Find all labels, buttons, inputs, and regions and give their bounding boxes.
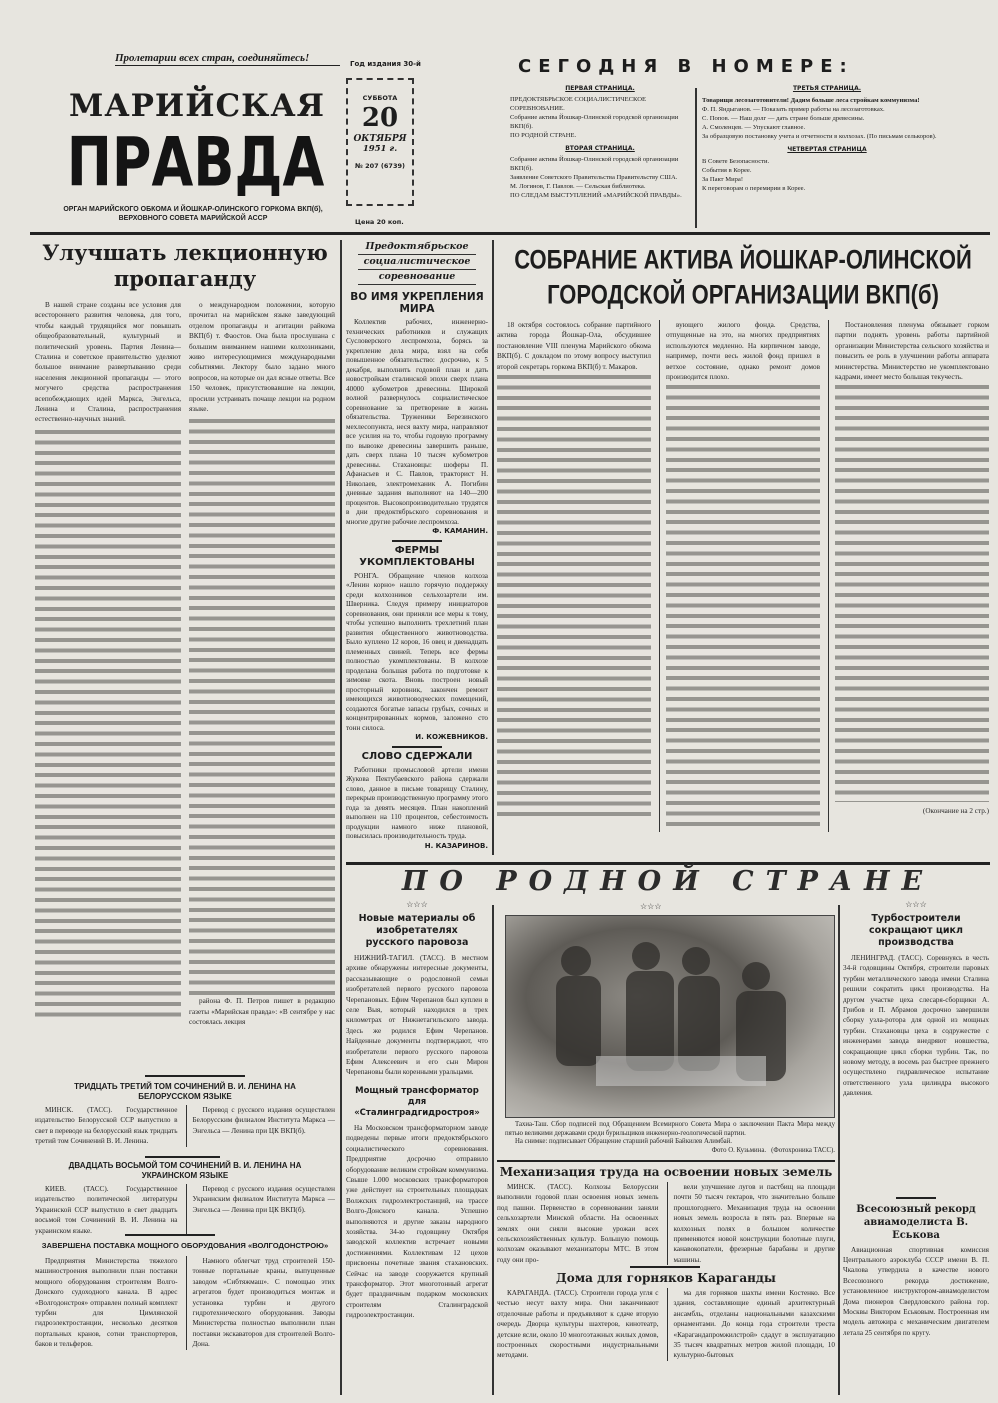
contents-item[interactable]: ПО СЛЕДАМ ВЫСТУПЛЕНИЙ «МАРИЙСКОЙ ПРАВДЫ». xyxy=(510,192,682,199)
article-text: ма для горняков шахты имени Костенко. Все здания, составляющие единый архитектурный ансамбль, отделаны национальными казахскими орнаментами. До конца года строители треста «Карагандапромжилстрой» сдадут в эксплуатацию 35 тысяч квадратных метров жилой площади, 10 культурно-бытовых xyxy=(667,1288,836,1361)
volgodon-text-2: Намного облегчат труд строителей 150-тонные портальные краны, выпущенные заводом «Сибтяжмаш». С помощью этих агрегатов будет производиться монтаж и установка турбин и другого гидротехнического оборудования. Заводы Министерства полностью выполнили план поставки экскаваторов для строителей Волго-Дона. xyxy=(186,1256,336,1350)
article-author: Ф. КАМАНИН. xyxy=(432,527,488,535)
slogan: Пролетарии всех стран, соединяйтесь! xyxy=(115,52,340,66)
lead-title-line1: СОБРАНИЕ АКТИВА ЙОШКАР-ОЛИНСКОЙ xyxy=(514,244,972,275)
month: ОКТЯБРЯ xyxy=(353,134,407,144)
article-text: НИЖНИЙ-ТАГИЛ. (ТАСС). В местном архиве обнаружены интересные документы, рассказывающие о родословной семьи изобретателей первого русского паровоза Черепановых. Ефим Черепанов был куплен в селе Выя, который находился в трех километрах от Нижнетагильского завода. Здесь же родился Ефим Черепанов. Найденные документы подтверждают, что изобретатели первого русского паровоза Ефим Алексеевич и его сын Мирон Черепановы были коренными уральцами. xyxy=(346,954,488,1077)
mechanization-article xyxy=(497,1165,835,1265)
body-text-lines xyxy=(666,382,820,832)
title-main: ПРАВДА xyxy=(66,123,325,202)
contents-item[interactable]: За Пакт Мира! xyxy=(702,176,744,183)
body-text-lines xyxy=(497,372,651,822)
price: Цена 20 коп. xyxy=(355,218,404,226)
date-year: 1951 г. xyxy=(362,144,398,154)
day: 20 xyxy=(361,103,399,133)
lead-text-1: 18 октября состоялось собрание партийного актива города Йошкар-Ола, обсудившее постановление VIII пленума Марийского обкома ВКП(б). С докладом по этому вопросу выступил второй секретарь горкома ВКП(б) т. Макаров. xyxy=(497,321,651,371)
caption-text-2: На снимке: подписывает Обращение старший рабочий Байкилев Алимбай. xyxy=(515,1138,733,1146)
section-rule xyxy=(497,1160,835,1162)
contents-page4-heading: ЧЕТВЕРТАЯ СТРАНИЦА xyxy=(787,146,867,153)
editorial-title-line2: пропаганду xyxy=(113,266,257,291)
continued-note: (Окончание на 2 стр.) xyxy=(922,807,989,816)
rubric-line: Предоктябрьское xyxy=(358,240,476,255)
contents-title: СЕГОДНЯ В НОМЕРЕ: xyxy=(518,56,854,77)
volgodon-article xyxy=(35,1241,335,1350)
section-rule xyxy=(125,1234,215,1236)
lead-title-line2: ГОРОДСКОЙ ОРГАНИЗАЦИИ ВКП(б) xyxy=(547,279,939,310)
competition-column xyxy=(346,240,488,850)
column-divider xyxy=(340,1040,342,1395)
contents-right xyxy=(702,84,952,193)
article-title: Механизация труда на освоении новых земель xyxy=(499,1165,833,1179)
volgodon-text-1: Предприятия Министерства тяжелого машиностроения выполнили план поставки мощного оборудования строителям Волго-Донского судоходного канала. В адрес «Волгодонстроя» отправлен полный комплект турбин для Цимлянской гидроэлектростанции, несколько десятков портальных кранов, сотни транспортеров, баков и тельферов. xyxy=(35,1257,178,1349)
weekday: СУББОТА xyxy=(362,94,398,102)
contents-item[interactable]: Ф. П. Яндыганов. — Показать пример работы на лесозаготовках. xyxy=(702,106,885,113)
masthead-rule xyxy=(30,232,990,235)
lenin-28-text-2: Перевод с русского издания осуществлен Украинским филиалом Института Маркса — Энгельса — Ленина при ЦК ВКП(б). xyxy=(186,1184,336,1236)
contents-item[interactable]: В Совете Безопасности. xyxy=(702,158,770,165)
photo xyxy=(505,915,835,1118)
contents-left xyxy=(510,84,690,200)
body-text-lines xyxy=(35,427,181,1017)
stars-icon: ☆☆☆ xyxy=(640,902,662,911)
section-rule xyxy=(392,746,442,748)
column-divider xyxy=(492,905,494,1395)
contents-item[interactable]: События в Корее. xyxy=(702,167,752,174)
volgodon-title: ЗАВЕРШЕНА ПОСТАВКА МОЩНОГО ОБОРУДОВАНИЯ «ВОЛГОДОНСТРОЮ» xyxy=(41,1241,329,1250)
steam-article xyxy=(346,900,488,1321)
competition-rubric xyxy=(346,240,488,285)
title-top: МАРИЙСКАЯ xyxy=(69,88,325,124)
lead-article xyxy=(497,240,989,832)
article-title: Всесоюзный рекорд авиамоделиста В. Еськова xyxy=(856,1203,976,1241)
issue-number: № 207 (6739) xyxy=(355,162,405,170)
lenin-33-text-1: МИНСК. (ТАСС). Государственное издательство Белорусской ССР выпустило в свет в переводе на белорусский язык тридцать третий том Сочинений В. И. Ленина. xyxy=(35,1106,178,1146)
article-text: Работники промысловой артели имени Жукова Пектубаевского района сдержали слово, данное в письме товарищу Сталину, перекрыв производственную программу этого года за девять месяцев. План накоплений выполнен на 110 процентов, себестоимость продукции намного ниже плановой, повысилась производительность труда. xyxy=(346,765,488,840)
body-text-lines xyxy=(189,416,335,996)
article-title: ФЕРМЫ УКОМПЛЕКТОВАНЫ xyxy=(359,544,475,568)
article-author: И. КОЖЕВНИКОВ. xyxy=(415,733,488,741)
article-text: ЛЕНИНГРАД. (ТАСС). Соревнуясь в честь 34-й годовщины Октября, строители паровых турбин металлического завода имени Сталина решили сократить цикл производства. На другом участке цеха слесаря-сборщики А. Грибов и П. Абрамов досрочно завершили сборку узла-ротора для одной из мощных турбин. Стахановцы цеха в содружестве с инженерами завода внедряют новшества, сокращающие цикл сборки турбин. Так, по новому методу, в восемь раз быстрее прежнего осуществлено гидравлическое испытание ответственного узла цилиндра высокого давления. xyxy=(843,954,989,1098)
contents-page1-heading: ПЕРВАЯ СТРАНИЦА. xyxy=(565,85,635,92)
karaganda-article xyxy=(497,1271,835,1361)
contents-item[interactable]: К переговорам о перемирии в Корее. xyxy=(702,185,806,192)
editorial xyxy=(35,240,335,1028)
article-title: ВО ИМЯ УКРЕПЛЕНИЯ МИРА xyxy=(350,291,484,315)
photo-people-icon xyxy=(506,916,836,1119)
organ-line xyxy=(48,205,338,223)
article-title: Турбостроители сокращают цикл производства xyxy=(869,913,963,948)
article-title: Новые материалы об изобретателях русского паровоза xyxy=(358,913,476,948)
contents-item[interactable]: За образцовую постановку учета и отчетности в колхозах. (По письмам селькоров). xyxy=(702,133,937,140)
article-text: МИНСК. (ТАСС). Колхозы Белоруссии выполнили годовой план освоения новых земель под пашни. Первенство в соревновании заняли сельхозартели Минской области. На освоенных землях они сняли высокие урожаи всех сельскохозяйственных культур. Большую помощь колхозам оказывают механизаторы МТС. В этом году они про- xyxy=(497,1183,659,1264)
contents-item[interactable]: С. Попов. — Наш долг — дать стране больше древесины. xyxy=(702,115,865,122)
contents-page2-heading: ВТОРАЯ СТРАНИЦА. xyxy=(565,145,635,152)
country-band-title: ПО РОДНОЙ СТРАНЕ xyxy=(401,866,935,897)
column-divider xyxy=(492,240,494,855)
lead-text-2: вующего жилого фонда. Средства, отпущенные на это, на многих предприятиях используются медленно. На кирпичном заводе, например, почти весь жилой фонд пришел в ветхое состояние, однако ремонт домов производится плохо. xyxy=(666,321,820,382)
article-text: КАРАГАНДА. (ТАСС). Строители города угля с честью несут вахту мира. Они заканчивают отделочные работы и предъявляют к сдаче вторую очередь Дворца культуры шахтеров, кинотеатр, детские ясли, около 10 многоэтажных жилых домов, построенных скоростными индустриальными методами. xyxy=(497,1289,659,1360)
article-text: вели улучшение лугов и пастбищ на площади почти 50 тысяч гектаров, что значительно больше прошлогоднего. Механизация труда на освоении новых земель возросла в пять раз. Впервые на колхозных полях в большом количестве применяются новой конструкции болотные плуги, канавокопатели, фрезерные барабаны и другие машины. xyxy=(667,1182,836,1265)
article-text: Коллектив рабочих, инженерно-технических работников и служащих Сусловерского леспромхоза, борясь за укрепление дела мира, взял на себя повышенное обязательство: досрочно, к 5 декабря, выполнить годовой план и дать новостройкам сталинской эпохи сверх плана 40000 кубометров древесины. Широкой волной развернулось социалистическое соревнование за претворение в жизнь обязательства. Труженики Березинского мехлесопункта, неся вахту мира, направляют все усилия на то, чтобы годовую программу по вывозке древесины завершить раньше, дать сверх плана 10 тысяч кубометров древесины. Стахановцы: шоферы П. Афанасьев и С. Павлов, тракторист Н. Николаев, электромеханик А. Погибин дневные задания выполняют на 140—200 процентов. Высокопроизводительно трудятся в дни предоктябрьского соревнования и многие другие рабочие леспромхоза. xyxy=(346,318,488,526)
editorial-text-1: В нашей стране созданы все условия для всестороннего развития человека, для того, чтобы каждый трудящийся мог повышать общеобразовательный, культурный и политический уровень. Партия Ленина—Сталина и советское правительство уделяют большое внимание развертыванию среди населения лекционной пропаганды — этого могучего средства распространения всепобеждающих идей Маркса, Энгельса, Ленина и Сталина, распространения естественно-научных знаний. xyxy=(35,301,181,424)
article-text: На Московском трансформаторном заводе подведены первые итоги предоктябрьского социалистического соревнования. Предприятие досрочно отправило оборудование великим стройкам коммунизма. Свыше 1.000 московских трансформаторов уже действует на строительных площадках Волжских гидроэлектростанций, на трассе Волго-Донского канала. Успешно выполняются и другие заказы народного хозяйства. 34-ю годовщину Октября заводской коллектив встречает новыми достижениями. Коллективам 12 цехов присвоены почетные звания стахановских. Сейчас на заводе сооружается крупный трансформатор. Этот многотонный агрегат будет праздничным подарком московских строителям Сталинградской гидроэлектростанции. xyxy=(346,1123,488,1320)
stars-icon: ☆☆☆ xyxy=(905,900,927,909)
lenin-volume-33 xyxy=(35,1082,335,1147)
article-title: СЛОВО СДЕРЖАЛИ xyxy=(361,750,473,762)
contents-item[interactable]: ПО РОДНОЙ СТРАНЕ. xyxy=(510,132,577,139)
contents-item[interactable]: Собрание актива Йошкар-Олинской городской организации ВКП(б). xyxy=(510,156,679,172)
photo-caption xyxy=(505,1121,835,1155)
article-title: Дома для горняков Караганды xyxy=(556,1271,776,1285)
lenin-28-text-1: КИЕВ. (ТАСС). Государственное издательство политической литературы Украинской ССР выпустило в свет двадцать восьмой том Сочинений В. И. Ленина на украинском языке. xyxy=(35,1185,178,1235)
publication-year: Год издания 30-й xyxy=(350,60,421,68)
photo-credit: Фото О. Кузьмина. (Фотохроника ТАСС). xyxy=(711,1146,835,1154)
editorial-text-2: о международном положении, которую прочитал на марийском языке заведующий отделом пропаганды и агитации райкома ВКП(б) т. Фаостов. Она была прослушана с большим вниманием нашими колхозниками, живо интересующимися международными событиями. Лектору было задано много вопросов, на которые он дал ясные ответы. Все 150 человек, присутствовавшие на лекции, просили устраивать почаще лекции на родном языке. xyxy=(189,301,335,414)
lead-text-3: Постановления пленума обязывает горком партии поднять уровень работы партийной организации Министерства сельского хозяйства и повысить ее роль в улучшении работы аппарата министерства. Министерство не укомплектовано кадрами, имеет место большая текучесть. xyxy=(835,321,989,382)
contents-item[interactable]: А. Смоленцев. — Упускают главное. xyxy=(702,124,806,131)
organ-line-1: ОРГАН МАРИЙСКОГО ОБКОМА И ЙОШКАР-ОЛИНСКОГО ГОРКОМА ВКП(б), xyxy=(63,206,323,213)
contents-item[interactable]: Заявление Советского Правительства Правительству США. xyxy=(510,174,678,181)
body-text-lines xyxy=(835,382,989,802)
contents-page3-heading: ТРЕТЬЯ СТРАНИЦА. xyxy=(792,85,862,92)
contents-item[interactable]: М. Логинов, Г. Павлов. — Сельская библиотека. xyxy=(510,183,646,190)
contents-divider xyxy=(695,88,697,228)
lead-title xyxy=(497,242,989,312)
lenin-33-text-2: Перевод с русского издания осуществлен Белорусским филиалом Института Маркса — Энгельса — Ленина при ЦК ВКП(б). xyxy=(186,1105,336,1147)
article-text: РОНГА. Обращение членов колхоза «Ленин корно» нашло горячую поддержку среди колхозников сельхозартели им. Шверника. Следуя примеру инициаторов соревнования, они приняли все меры к тому, чтобы успешно выполнить трехлетний план развития общественного животноводства. Было куплено 12 коров, 16 овец и двенадцать племенных свиней. Теперь все фермы полностью укомплектованы. В колхозе проделана большая работа по подготовке к зимовке скота. Вновь построен новый просторный коровник, закончен ремонт имеющихся животноводческих помещений, создаются богатые запасы грубых, сочных и концентрированных кормов, заложено сто тонн силоса. xyxy=(346,571,488,732)
lenin-28-title: ДВАДЦАТЬ ВОСЬМОЙ ТОМ СОЧИНЕНИЙ В. И. ЛЕНИНА НА УКРАИНСКОМ ЯЗЫКЕ xyxy=(68,1161,302,1180)
caption-text: Тахиа-Таш. Сбор подписей под Обращением Всемирного Совета Мира о заключении Пакта Мира между пятью великими державами среди бурильщиков инженерно-геологической партии. xyxy=(505,1121,835,1137)
lenin-33-title: ТРИДЦАТЬ ТРЕТИЙ ТОМ СОЧИНЕНИЙ В. И. ЛЕНИНА НА БЕЛОРУССКОМ ЯЗЫКЕ xyxy=(74,1082,296,1101)
organ-line-2: ВЕРХОВНОГО СОВЕТА МАРИЙСКОЙ АССР xyxy=(118,215,268,222)
rubric-line: соревнование xyxy=(358,270,476,285)
article-text: Авиационная спортивная комиссия Центрального аэроклуба СССР имени В. П. Чкалова утвердила в качестве нового Всесоюзного рекорда достижение, установленное инструктором-авиамоделистом Дома пионеров Свердловского района гор. Москвы Виктором Еськовым. Построенная им модель автожира с механическим двигателем летала 25 сентября по кругу. xyxy=(843,1245,989,1337)
article-title: Мощный трансформатор для «Сталинградгидростроя» xyxy=(354,1085,480,1118)
section-rule xyxy=(346,862,990,865)
date-box xyxy=(346,78,414,206)
editorial-title-line1: Улучшать лекционную xyxy=(42,240,328,265)
contents-item[interactable]: Собрание актива Йошкар-Олинской городской организации ВКП(б). xyxy=(510,114,679,130)
section-rule xyxy=(145,1156,220,1158)
article-author: Н. КАЗАРИНОВ. xyxy=(424,841,488,850)
editorial-title xyxy=(35,240,335,292)
editorial-end: района Ф. П. Петров пишет в редакцию газеты «Марийская правда»: «В сентябре у нас состоялась лекция xyxy=(189,997,335,1027)
stars-icon: ☆☆☆ xyxy=(406,900,428,909)
lenin-volume-28 xyxy=(35,1161,335,1236)
contents-item[interactable]: Товарищи лесозаготовители! Дадим больше леса стройкам коммунизма! xyxy=(702,97,920,104)
turbine-article xyxy=(843,900,989,1338)
section-rule xyxy=(630,1266,700,1268)
section-rule xyxy=(896,1197,936,1199)
rubric-line: социалистическое xyxy=(358,255,476,270)
contents-item[interactable]: ПРЕДОКТЯБРЬСКОЕ СОЦИАЛИСТИЧЕСКОЕ СОРЕВНОВАНИЕ. xyxy=(510,96,647,112)
ornament-rule xyxy=(145,1075,245,1077)
column-divider xyxy=(838,905,840,1395)
section-rule xyxy=(392,540,442,542)
column-divider xyxy=(340,240,342,1040)
